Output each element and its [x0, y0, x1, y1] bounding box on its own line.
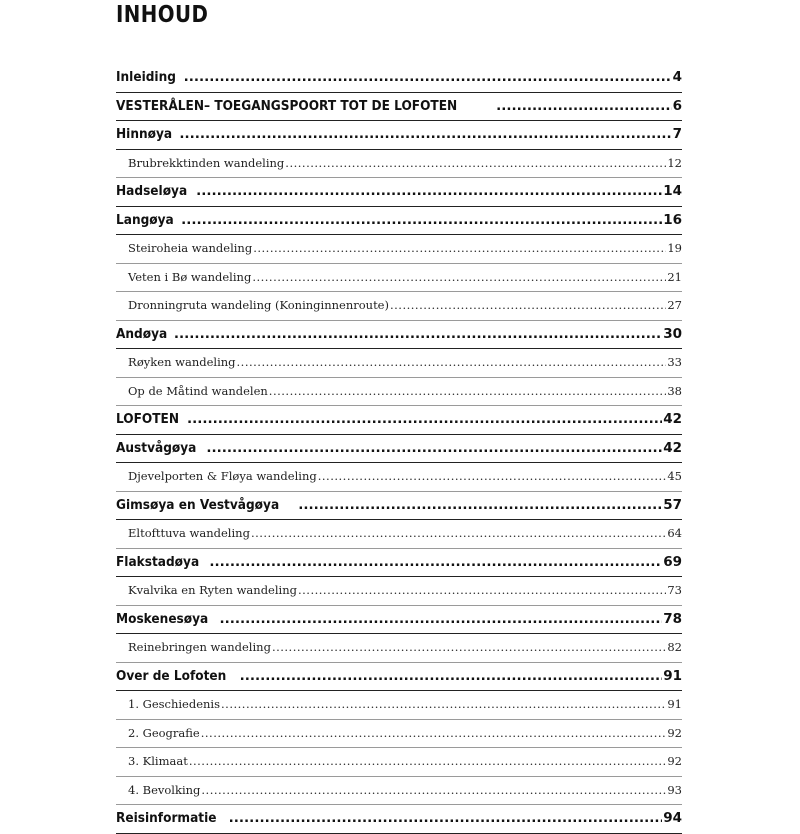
- toc-entry-label: Langøya: [116, 211, 174, 228]
- toc-entry-label: Røyken wandeling: [128, 355, 236, 369]
- toc-entry-label: Gimsøya en Vestvågøya: [116, 496, 280, 513]
- toc-chapter-entry[interactable]: [116, 406, 682, 435]
- dot-leader: [184, 64, 672, 92]
- dot-leader: [174, 321, 662, 349]
- dot-leader: [179, 121, 671, 149]
- toc-chapter-entry[interactable]: [116, 207, 682, 236]
- toc-entry-label: Djevelporten & Fløya wandeling: [128, 469, 317, 483]
- dot-leader: [298, 492, 662, 520]
- toc-chapter-entry[interactable]: [116, 435, 682, 464]
- toc-entry-page-number: 91: [663, 667, 682, 684]
- toc-chapter-entry[interactable]: [116, 549, 682, 578]
- toc-entry-page-number: 93: [667, 782, 682, 797]
- dot-leader: [272, 634, 666, 662]
- toc-entry-page-number: 57: [663, 496, 682, 513]
- toc-chapter-entry[interactable]: [116, 64, 682, 93]
- dot-leader: [252, 264, 666, 292]
- toc-entry-page-number: 14: [663, 183, 682, 199]
- dot-leader: [253, 235, 666, 263]
- toc-entry-page-number: 82: [667, 640, 682, 654]
- toc-entry-label: Over de Lofoten: [116, 667, 227, 684]
- toc-section-entry[interactable]: [116, 577, 682, 606]
- toc-entry-label: 3. Klimaat: [128, 754, 188, 768]
- dot-leader: [285, 150, 666, 178]
- toc-entry-page-number: 91: [667, 697, 682, 711]
- dot-leader: [496, 93, 672, 121]
- toc-entry-label: 1. Geschiedenis: [128, 697, 221, 711]
- toc-entry-label: Andøya: [116, 325, 168, 342]
- dot-leader: [220, 606, 663, 634]
- dot-leader: [237, 349, 667, 377]
- toc-entry-label: Dronningruta wandeling (Koninginnenroute): [128, 298, 389, 312]
- toc-entry-page-number: 4: [672, 69, 682, 85]
- toc-entry-page-number: 92: [667, 754, 682, 768]
- toc-entry-page-number: 38: [667, 383, 682, 398]
- toc-entry-page-number: 12: [667, 155, 682, 170]
- toc-section-entry[interactable]: [116, 520, 682, 549]
- toc-entry-label: Hadseløya: [116, 183, 188, 199]
- toc-entry-label: Inleiding: [116, 69, 176, 85]
- toc-entry-label: Reinebringen wandeling: [128, 640, 271, 654]
- toc-entry-label: Hinnøya: [116, 126, 173, 142]
- toc-entry-label: Op de Måtind wandelen: [128, 383, 268, 398]
- toc-entry-label: Steiroheia wandeling: [128, 241, 253, 255]
- toc-section-entry[interactable]: [116, 150, 682, 179]
- toc-entry-label: Flakstadøya: [116, 553, 200, 570]
- toc-entry-page-number: 64: [667, 526, 682, 540]
- toc-entry-label: Reisinformatie: [116, 810, 217, 826]
- dot-leader: [221, 691, 666, 719]
- toc-section-entry[interactable]: [116, 349, 682, 378]
- toc-entry-label: Moskenesøya: [116, 610, 209, 627]
- toc-entry-page-number: 42: [663, 439, 682, 456]
- toc-entry-page-number: 30: [663, 325, 682, 342]
- toc-section-entry[interactable]: [116, 292, 682, 321]
- toc-entry-label: 4. Bevolking: [128, 782, 201, 797]
- toc-section-entry[interactable]: [116, 691, 682, 720]
- toc-chapter-entry[interactable]: [116, 606, 682, 635]
- toc-section-entry[interactable]: [116, 463, 682, 492]
- toc-chapter-entry[interactable]: [116, 492, 682, 521]
- toc-section-entry[interactable]: [116, 634, 682, 663]
- dot-leader: [229, 805, 663, 833]
- toc-section-entry[interactable]: [116, 378, 682, 407]
- toc-chapter-entry[interactable]: [116, 321, 682, 350]
- toc-chapter-entry[interactable]: [116, 178, 682, 207]
- toc-entry-page-number: 27: [667, 298, 682, 312]
- toc-entry-page-number: 21: [667, 269, 682, 284]
- toc-entry-page-number: 6: [672, 97, 682, 114]
- toc-entry-label: Veten i Bø wandeling: [128, 269, 252, 284]
- toc-chapter-entry[interactable]: [116, 663, 682, 692]
- toc-entry-page-number: 94: [663, 810, 682, 826]
- toc-entry-page-number: 69: [663, 553, 682, 570]
- toc-entry-page-number: 16: [663, 211, 682, 228]
- dot-leader: [240, 663, 663, 691]
- dot-leader: [318, 463, 667, 491]
- toc-entry-page-number: 73: [667, 583, 682, 597]
- toc-section-entry[interactable]: [116, 264, 682, 293]
- toc-entry-page-number: 78: [663, 610, 682, 627]
- toc-section-entry[interactable]: [116, 748, 682, 777]
- toc-entry-label: VESTERÅLEN– TOEGANGSPOORT TOT DE LOFOTEN: [116, 97, 458, 114]
- dot-leader: [209, 549, 662, 577]
- dot-leader: [269, 378, 667, 406]
- dot-leader: [201, 720, 667, 748]
- dot-leader: [196, 178, 662, 206]
- dot-leader: [298, 577, 666, 605]
- toc-section-entry[interactable]: [116, 235, 682, 264]
- toc-chapter-entry[interactable]: [116, 93, 682, 122]
- toc-section-entry[interactable]: [116, 777, 682, 806]
- toc-entry-label: 2. Geografie: [128, 725, 200, 740]
- toc-entry-label: Brubrekktinden wandeling: [128, 155, 285, 170]
- dot-leader: [206, 435, 662, 463]
- toc-entry-page-number: 92: [667, 725, 682, 740]
- toc-chapter-entry[interactable]: [116, 121, 682, 150]
- toc-chapter-entry[interactable]: [116, 805, 682, 834]
- toc-entry-label: LOFOTEN: [116, 411, 180, 427]
- toc-section-entry[interactable]: [116, 720, 682, 749]
- toc-entry-page-number: 19: [667, 241, 682, 255]
- toc-entry-page-number: 7: [672, 126, 682, 142]
- dot-leader: [251, 520, 666, 548]
- dot-leader: [189, 748, 667, 776]
- page-title: INHOUD: [116, 2, 209, 28]
- dot-leader: [181, 207, 662, 235]
- dot-leader: [390, 292, 666, 320]
- toc-entry-page-number: 45: [667, 469, 682, 483]
- toc-entry-label: Austvågøya: [116, 439, 197, 456]
- toc-entry-page-number: 42: [663, 411, 682, 427]
- toc-entry-page-number: 33: [667, 355, 682, 369]
- toc-entry-label: Kvalvika en Ryten wandeling: [128, 583, 297, 597]
- dot-leader: [187, 406, 662, 434]
- toc-entry-label: Eltofttuva wandeling: [128, 526, 250, 540]
- table-of-contents: [116, 64, 682, 834]
